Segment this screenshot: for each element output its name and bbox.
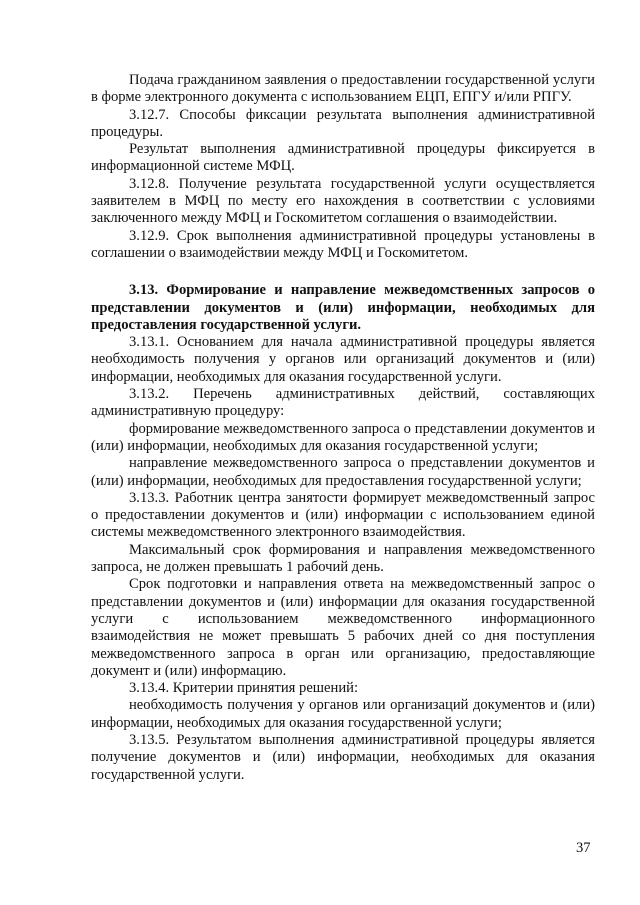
paragraph-3-13-3: 3.13.3. Работник центра занятости формирует межведомственный запрос о предоставлении документов и (или) информации с использованием единой системы межведомственного электронного взаимодействия. <box>91 489 595 541</box>
section-heading-3-13: 3.13. Формирование и направление межведомственных запросов о представлении документов и (или) информации, необходимых для предоставления государственной услуги. <box>91 282 595 333</box>
paragraph-3-13-5: 3.13.5. Результатом выполнения административной процедуры является получение документов и (или) информации, необходимых для оказания государственной услуги. <box>91 731 595 783</box>
paragraph-3-12-8: 3.12.8. Получение результата государственной услуги осуществляется заявителем в МФЦ по месту его нахождения в соответствии с условиями заключенного между МФЦ и Госкомитетом соглашения о взаимодействии. <box>91 175 595 227</box>
paragraph-max-term: Максимальный срок формирования и направления межведомственного запроса, не должен превышать 1 рабочий день. <box>91 541 595 576</box>
paragraph-request-sending: направление межведомственного запроса о представлении документов и (или) информации, необходимых для предоставления государственной услуги; <box>91 455 595 489</box>
paragraph-3-12-9: 3.12.9. Срок выполнения административной процедуры установлены в соглашении о взаимодействии между МФЦ и Госкомитетом. <box>91 227 595 261</box>
paragraph-3-13-2: 3.13.2. Перечень административных действий, составляющих административную процедуру: <box>91 386 595 420</box>
paragraph-3-12-7: 3.12.7. Способы фиксации результата выполнения административной процедуры. <box>91 106 595 140</box>
paragraph-decision-criteria: необходимость получения у органов или организаций документов и (или) информации, необходимых для оказания государственной услуги; <box>91 697 595 731</box>
paragraph-application-submission: Подача гражданином заявления о предоставлении государственной услуги в форме электронного документа с использованием ЕЦП, ЕПГУ и/или РПГУ. <box>91 72 595 106</box>
document-body <box>91 72 595 784</box>
page-number: 37 <box>576 840 591 856</box>
paragraph-result-fixation: Результат выполнения административной процедуры фиксируется в информационной системе МФЦ. <box>91 141 595 175</box>
paragraph-request-formation: формирование межведомственного запроса о представлении документов и (или) информации, необходимых для оказания государственной услуги; <box>91 420 595 454</box>
paragraph-3-13-1: 3.13.1. Основанием для начала административной процедуры является необходимость получения у органов или организаций документов и (или) информации, необходимых для оказания государственной услуги. <box>91 334 595 385</box>
paragraph-response-term: Срок подготовки и направления ответа на межведомственный запрос о представлении документов и (или) информации для оказания государственной услуги с использованием межведомственного информационного взаимодействия не может превышать 5 рабочих дней со дня поступления межведомственного запроса в орган или организацию, предоставляющие документ и (или) информацию. <box>91 576 595 679</box>
paragraph-3-13-4: 3.13.4. Критерии принятия решений: <box>129 680 359 697</box>
